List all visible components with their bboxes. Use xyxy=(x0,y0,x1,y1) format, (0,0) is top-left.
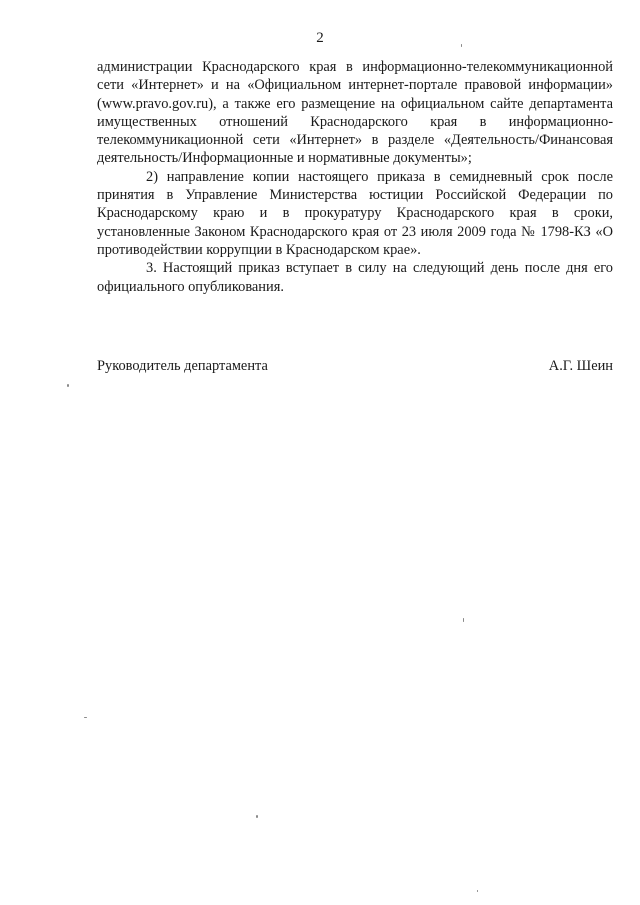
paragraph-item-2: 2) направление копии настоящего приказа в семидневный срок после принятия в Управление Министерства юстиции Российской Федерации по Краснодарскому краю и в прокуратуру Краснодарского края в сроки, установленные Законом Краснодарского края от 23 июля 2009 года № 1798-КЗ «О противодействии коррупции в Краснодарском крае». xyxy=(97,168,613,258)
paragraph-publication: администрации Краснодарского края в информационно-телекоммуникационной сети «Интернет» и на «Официальном интернет-портале правовой информации» (www.pravo.gov.ru), а также его размещение на официальном сайте департамента имущественных отношений Краснодарского края в информационно-телекоммуникационной сети «Интернет» в разделе «Деятельность/Финансовая деятельность/Информационные и нормативные документы»; xyxy=(97,59,613,167)
scan-speck xyxy=(477,890,478,892)
paragraph-item-3: 3. Настоящий приказ вступает в силу на следующий день после дня его официального опубликования. xyxy=(97,260,613,295)
page-number: 2 xyxy=(316,30,324,46)
scan-speck xyxy=(461,44,462,47)
scan-speck xyxy=(463,618,464,622)
scan-speck xyxy=(256,815,258,818)
signatory-name: А.Г. Шеин xyxy=(548,358,613,374)
scan-speck xyxy=(84,717,87,718)
document-body xyxy=(97,58,613,296)
signatory-role: Руководитель департамента xyxy=(97,358,268,374)
scan-speck xyxy=(67,384,69,387)
